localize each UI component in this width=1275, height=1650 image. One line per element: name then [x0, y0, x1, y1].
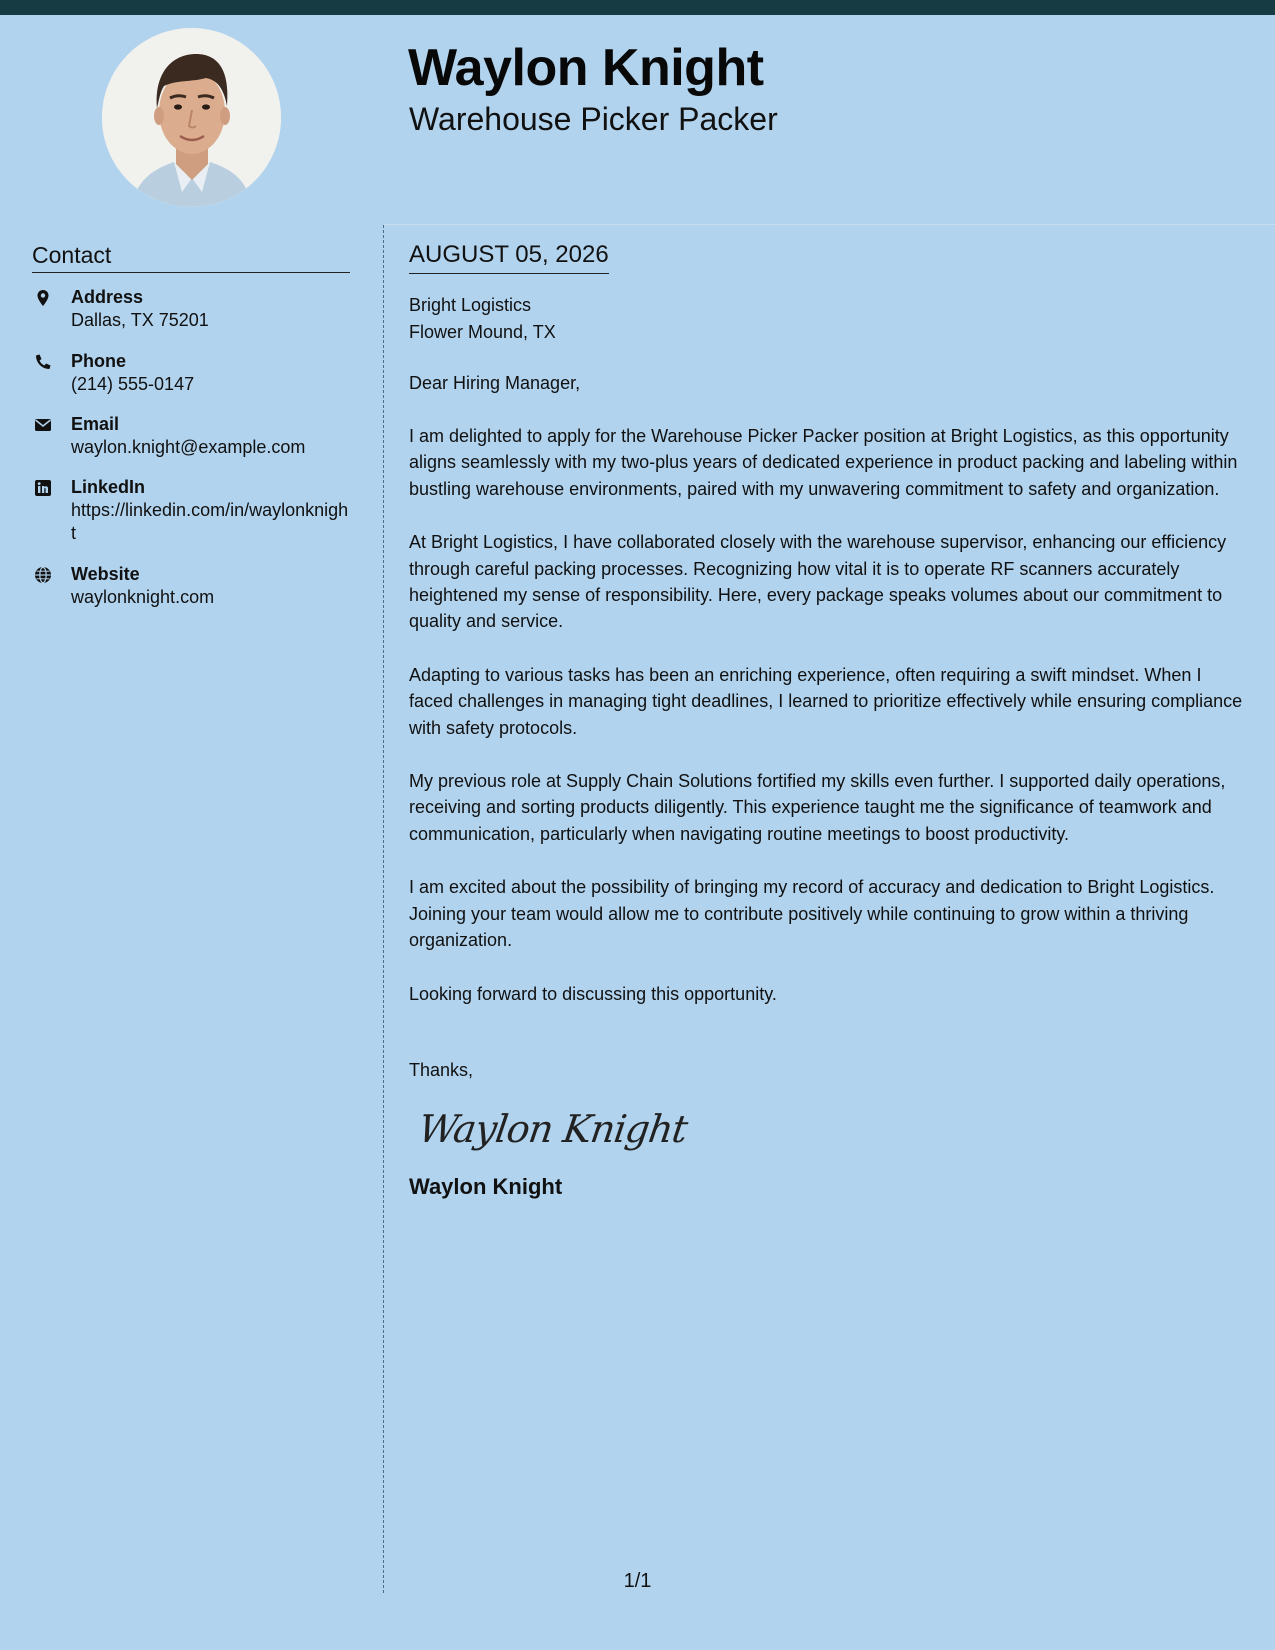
signature: Waylon Knight	[415, 1106, 690, 1151]
signer-name: Waylon Knight	[409, 1173, 563, 1199]
recipient-block	[409, 292, 1244, 346]
closing: Thanks,	[409, 1059, 474, 1080]
paragraph: I am excited about the possibility of bringing my record of accuracy and dedication to Bright Logistics. Joining your team would allow me to contribute positively while continuing to grow within a thriving organization.	[409, 877, 1215, 951]
recipient-company: Bright Logistics	[409, 295, 532, 315]
linkedin-icon	[34, 479, 52, 497]
paragraph: Looking forward to discussing this opportunity.	[409, 983, 777, 1004]
contact-value: (214) 555-0147	[71, 374, 195, 394]
header-divider	[384, 224, 1275, 225]
location-pin-icon	[34, 289, 52, 307]
contact-label: Phone	[71, 351, 127, 371]
contact-label: Website	[71, 564, 140, 584]
contact-heading: Contact	[32, 241, 350, 273]
contact-value[interactable]: waylon.knight@example.com	[71, 437, 306, 457]
paragraph: At Bright Logistics, I have collaborated closely with the warehouse supervisor, enhancing our efficiency through careful packing processes. Recognizing how vital it is to operate RF scanners accurately heightened my sense of responsibility. Here, every package speaks volumes about our commitment to quality and service.	[409, 532, 1227, 632]
contact-label: Address	[71, 287, 144, 307]
contact-label: LinkedIn	[71, 477, 146, 497]
paragraph: Adapting to various tasks has been an enriching experience, often requiring a swift mindset. When I faced challenges in managing tight deadlines, I learned to prioritize effectively while ensuring compliance with safety protocols.	[409, 664, 1243, 738]
top-bar	[0, 0, 1275, 15]
phone-icon	[34, 353, 52, 371]
paragraph: I am delighted to apply for the Warehouse Picker Packer position at Bright Logistics, as this opportunity aligns seamlessly with my two-plus years of dedicated experience in product packing and labeling within bustling warehouse environments, paired with my unwavering commitment to safety and organization.	[409, 426, 1238, 499]
profile-photo-image	[102, 28, 281, 207]
job-title: Warehouse Picker Packer	[409, 101, 778, 137]
paragraph: My previous role at Supply Chain Solutions fortified my skills even further. I supported daily operations, receiving and sorting products diligently. This experience taught me the significance of teamwork and communication, particularly when navigating routine meetings to boost productivity.	[409, 771, 1226, 844]
page-number: 1/1	[623, 1570, 652, 1592]
contact-label: Email	[71, 414, 120, 434]
contact-value[interactable]: waylonknight.com	[71, 587, 215, 607]
globe-icon	[34, 566, 52, 584]
column-divider	[383, 225, 384, 1593]
envelope-icon	[34, 416, 52, 434]
candidate-name: Waylon Knight	[408, 39, 764, 97]
recipient-location: Flower Mound, TX	[409, 322, 556, 342]
profile-photo	[102, 28, 281, 207]
salutation: Dear Hiring Manager,	[409, 373, 581, 393]
contact-value[interactable]: https://linkedin.com/in/waylonknight	[71, 500, 349, 543]
contact-value: Dallas, TX 75201	[71, 310, 209, 330]
letter-date: AUGUST 05, 2026	[409, 240, 609, 274]
letter-body	[409, 240, 1244, 1201]
